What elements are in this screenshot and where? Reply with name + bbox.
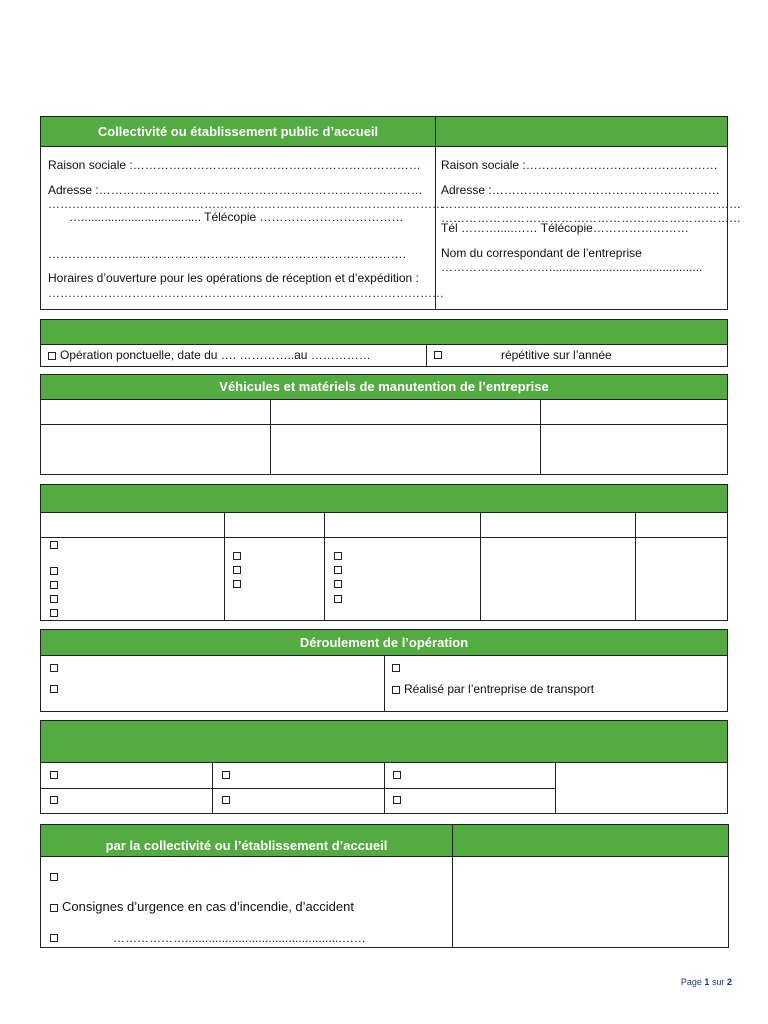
progress-right-checkbox-2[interactable]	[392, 686, 400, 694]
page-total: 2	[726, 977, 732, 987]
column-divider-4	[635, 512, 636, 620]
column-divider-1	[212, 762, 213, 813]
operation-progress-header: Déroulement de l’opération	[41, 630, 727, 655]
operation-repetitive-label: répétitive sur l’année	[501, 348, 612, 362]
goods-col1-checkbox-1[interactable]	[50, 541, 58, 549]
progress-right-option-2[interactable]	[392, 682, 594, 696]
vehicles-header: Véhicules et matériels de manutention de l’entreprise	[41, 375, 727, 399]
page-of-word: sur	[711, 977, 725, 987]
operation-type-header	[41, 320, 727, 344]
company-dots-line-3: ………………………..............................................	[441, 260, 703, 274]
header-divider	[41, 856, 728, 857]
equipment-section	[40, 720, 728, 814]
instructions-dots-line: ………………...............................................……	[113, 931, 366, 945]
operation-ponctuelle-label: Opération ponctuelle, date du …. …………..au ……………	[60, 348, 371, 362]
goods-col3-checkbox-1[interactable]	[334, 552, 342, 560]
equipment-checkbox-r2c3[interactable]	[393, 796, 401, 804]
vehicles-section	[40, 374, 728, 475]
instructions-checkbox-2[interactable]	[50, 904, 58, 912]
goods-col1-checkbox-4[interactable]	[50, 595, 58, 603]
goods-col3-checkbox-4[interactable]	[334, 595, 342, 603]
column-divider-3	[480, 512, 481, 620]
company-raison-sociale: Raison sociale :…………………………………………	[441, 158, 718, 172]
column-divider	[435, 117, 436, 309]
header-divider	[41, 512, 727, 513]
equipment-header	[41, 721, 727, 762]
row-divider	[41, 424, 727, 425]
goods-col1-checkbox-5[interactable]	[50, 609, 58, 617]
column-divider	[452, 825, 453, 947]
company-tel: Tél ……….....…… Télécopie……………………	[441, 221, 689, 235]
header-divider	[41, 399, 727, 400]
host-dots-line-3: ………………………………………………………………………………………	[48, 286, 444, 300]
column-divider-1	[270, 399, 271, 474]
operation-ponctuelle-option[interactable]	[48, 348, 371, 362]
instructions-checkbox-1[interactable]	[50, 873, 58, 881]
equipment-checkbox-r1c2[interactable]	[222, 771, 230, 779]
instructions-header: par la collectivité ou l’établissement d’accueil	[41, 825, 452, 856]
goods-section	[40, 484, 728, 621]
host-dots-line-2: …………………..………………………………………………………….	[48, 247, 407, 261]
company-correspondant: Nom du correspondant de l’entreprise	[441, 246, 642, 260]
operation-ponctuelle-checkbox[interactable]	[48, 352, 56, 360]
host-raison-sociale: Raison sociale :………………………………………………………………	[48, 158, 421, 172]
goods-col1-checkbox-2[interactable]	[50, 567, 58, 575]
host-adresse: Adresse :………………………………………………………………………	[48, 183, 423, 197]
goods-col2-checkbox-1[interactable]	[233, 552, 241, 560]
operation-progress-section	[40, 629, 728, 712]
company-adresse: Adresse :…………………………………………………	[441, 183, 720, 197]
column-divider-1	[224, 512, 225, 620]
operation-repetitive-checkbox[interactable]	[434, 351, 442, 359]
column-divider	[384, 655, 385, 711]
company-header	[435, 117, 727, 146]
host-telecopie: ….................................... Télécopie ………………………………	[69, 210, 404, 224]
progress-right-label-2: Réalisé par l’entreprise de transport	[404, 682, 595, 696]
operation-type-section	[40, 319, 728, 367]
progress-left-checkbox-1[interactable]	[50, 664, 58, 672]
equipment-checkbox-r1c1[interactable]	[50, 771, 58, 779]
progress-left-checkbox-2[interactable]	[50, 685, 58, 693]
goods-col2-checkbox-2[interactable]	[233, 566, 241, 574]
equipment-checkbox-r1c3[interactable]	[393, 771, 401, 779]
instructions-label-2: Consignes d’urgence en cas d’incendie, d’accident	[62, 899, 354, 914]
row-divider	[41, 537, 727, 538]
goods-col3-checkbox-3[interactable]	[334, 580, 342, 588]
company-dots-line: …………………………………………………………………	[441, 197, 741, 211]
progress-right-checkbox-1[interactable]	[392, 664, 400, 672]
host-company-section	[40, 116, 741, 310]
company-dots-line-2: …………………………………………………………………	[441, 211, 741, 225]
goods-header	[41, 485, 727, 512]
page-number	[681, 977, 732, 987]
host-horaires: Horaires d’ouverture pour les opérations de réception et d’expédition :	[48, 271, 419, 285]
goods-col3-checkbox-2[interactable]	[334, 566, 342, 574]
column-divider	[426, 344, 427, 366]
instructions-section	[40, 824, 729, 948]
column-divider-3	[555, 762, 556, 813]
instructions-header-right	[452, 825, 728, 856]
goods-col1-checkbox-3[interactable]	[50, 581, 58, 589]
page-current: 1	[704, 977, 710, 987]
column-divider-2	[540, 399, 541, 474]
page-word: Page	[680, 977, 702, 987]
column-divider-2	[384, 762, 385, 813]
row-divider	[41, 788, 555, 789]
goods-col2-checkbox-3[interactable]	[233, 580, 241, 588]
instructions-checkbox-3[interactable]	[50, 934, 58, 942]
equipment-checkbox-r2c1[interactable]	[50, 796, 58, 804]
equipment-checkbox-r2c2[interactable]	[222, 796, 230, 804]
host-dots-line: ………………………………………………………………………………………	[48, 197, 444, 211]
host-header: Collectivité ou établissement public d’accueil	[41, 117, 435, 146]
header-divider	[41, 344, 727, 345]
instructions-option-2[interactable]	[50, 899, 354, 914]
column-divider-2	[324, 512, 325, 620]
header-divider	[41, 146, 727, 147]
